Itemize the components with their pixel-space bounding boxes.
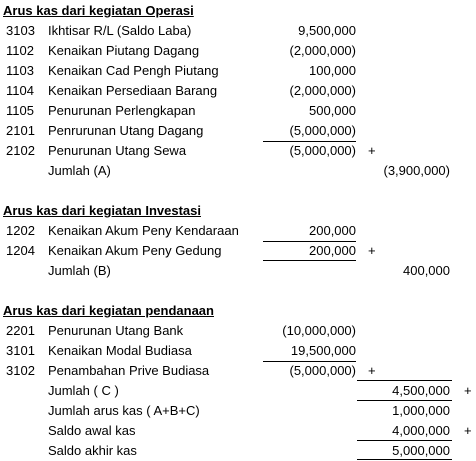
- account-code: 1202: [6, 223, 35, 238]
- account-code: 1105: [6, 103, 34, 118]
- row-amount: 9,500,000: [298, 23, 356, 38]
- row-description: Kenaikan Piutang Dagang: [48, 43, 200, 58]
- row-amount: 200,000: [309, 243, 356, 258]
- row-amount: (5,000,000): [289, 363, 356, 378]
- account-code: 3101: [6, 343, 35, 358]
- row-description: Kenaikan Akum Peny Gedung: [48, 243, 222, 258]
- plus-sign: +: [464, 423, 472, 438]
- closing-balance-label: Saldo akhir kas: [48, 443, 137, 458]
- subtotal-rule: [263, 141, 356, 142]
- row-description: Penurunan Perlengkapan: [48, 103, 196, 118]
- total-value-a: (3,900,000): [383, 163, 450, 178]
- plus-sign: +: [368, 143, 376, 158]
- closing-balance-value: 5,000,000: [392, 443, 450, 458]
- total-label-a: Jumlah (A): [48, 163, 111, 178]
- row-description: Penambahan Prive Budiasa: [48, 363, 210, 378]
- total-value-c: 4,500,000: [392, 383, 450, 398]
- net-cash-flow-label: Jumlah arus kas ( A+B+C): [48, 403, 200, 418]
- account-code: 1102: [6, 43, 34, 58]
- account-code: 1103: [6, 63, 34, 78]
- row-amount: 500,000: [309, 103, 356, 118]
- row-description: Kenaikan Cad Pengh Piutang: [48, 63, 219, 78]
- subtotal-rule: [263, 260, 356, 261]
- account-code: 3103: [6, 23, 35, 38]
- row-amount: (2,000,000): [289, 43, 356, 58]
- section-heading-operasi: Arus kas dari kegiatan Operasi: [3, 3, 194, 18]
- account-code: 2101: [6, 123, 35, 138]
- plus-sign: +: [368, 363, 376, 378]
- total-label-c: Jumlah ( C ): [48, 383, 119, 398]
- row-description: Penurunan Utang Sewa: [48, 143, 187, 158]
- row-amount: 200,000: [309, 223, 356, 238]
- total-label-b: Jumlah (B): [48, 263, 111, 278]
- row-description: Kenaikan Persediaan Barang: [48, 83, 218, 98]
- subtotal-rule: [263, 241, 356, 242]
- row-amount: (10,000,000): [282, 323, 356, 338]
- plus-sign: +: [368, 243, 376, 258]
- row-description: Penrurunan Utang Dagang: [48, 123, 204, 138]
- net-cash-flow-value: 1,000,000: [392, 403, 450, 418]
- section-heading-pendanaan: Arus kas dari kegiatan pendanaan: [3, 303, 214, 318]
- row-amount: (5,000,000): [289, 143, 356, 158]
- total-rule: [357, 459, 452, 460]
- row-description: Kenaikan Modal Budiasa: [48, 343, 192, 358]
- row-amount: 19,500,000: [290, 343, 356, 358]
- row-description: Penurunan Utang Bank: [48, 323, 184, 338]
- account-code: 1104: [6, 83, 34, 98]
- row-amount: 100,000: [309, 63, 356, 78]
- row-description: Ikhtisar R/L (Saldo Laba): [48, 23, 192, 38]
- plus-sign: +: [464, 383, 472, 398]
- row-description: Kenaikan Akum Peny Kendaraan: [48, 223, 239, 238]
- account-code: 2102: [6, 143, 35, 158]
- account-code: 2201: [6, 323, 35, 338]
- account-code: 3102: [6, 363, 35, 378]
- row-amount: (5,000,000): [289, 123, 356, 138]
- row-amount: (2,000,000): [289, 83, 356, 98]
- section-heading-investasi: Arus kas dari kegiatan Investasi: [3, 203, 201, 218]
- total-value-b: 400,000: [403, 263, 450, 278]
- opening-balance-label: Saldo awal kas: [48, 423, 136, 438]
- subtotal-rule: [263, 361, 356, 362]
- opening-balance-value: 4,000,000: [392, 423, 450, 438]
- account-code: 1204: [6, 243, 35, 258]
